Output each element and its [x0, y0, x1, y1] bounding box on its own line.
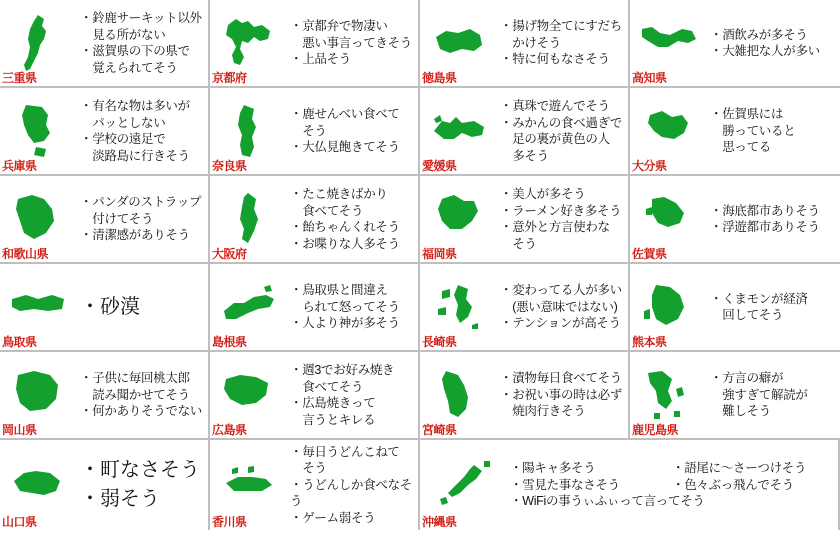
prefecture-cell-fukuoka	[420, 176, 630, 264]
prefecture-name: 愛媛県	[422, 159, 457, 173]
note-line: 勝っていると	[710, 123, 796, 138]
note-line: そう	[290, 123, 327, 138]
note-line: られて怒ってそう	[290, 299, 400, 314]
text-area	[78, 264, 208, 350]
note-line: ・京都弁で物凄い	[290, 19, 388, 34]
oita-map-icon	[638, 101, 700, 163]
note-line: ・パンダのストラップ	[80, 195, 202, 210]
prefecture-name: 鳥取県	[2, 335, 37, 349]
note-line: ・色々ぶっ飛んでそう	[672, 477, 795, 492]
note-line: ・鹿せんべい食べて	[290, 107, 400, 122]
note-line: ・お祝い事の時は必ず	[500, 387, 623, 402]
okinawa-right-col	[672, 460, 834, 493]
prefecture-cell-yamaguchi	[0, 440, 210, 530]
note-line: ・上品そう	[290, 52, 352, 67]
note-line: ・酒飲みが多そう	[710, 27, 808, 42]
note-line: ・清潔感がありそう	[80, 228, 190, 243]
prefecture-cell-nagasaki	[420, 264, 630, 352]
prefecture-cell-kochi	[630, 0, 840, 88]
prefecture-cell-tottori	[0, 264, 210, 352]
note-line: ・飴ちゃんくれそう	[290, 220, 400, 234]
prefecture-name: 和歌山県	[2, 247, 49, 261]
hiroshima-map-icon	[218, 365, 280, 427]
prefecture-name: 岡山県	[2, 423, 37, 437]
prefecture-name: 熊本県	[632, 335, 667, 349]
prefecture-name: 宮崎県	[422, 423, 457, 437]
prefecture-name: 山口県	[2, 515, 37, 529]
note-line: ・揚げ物全てにすだち	[500, 19, 623, 34]
prefecture-cell-kumamoto	[630, 264, 840, 352]
note-line: ・ラーメン好き多そう	[500, 203, 622, 218]
kyoto-map-icon	[218, 13, 280, 75]
prefecture-cell-shimane	[210, 264, 420, 352]
text-area	[288, 440, 418, 530]
note-line: ・テンションが高そう	[500, 316, 621, 331]
note-line: ・特に何もなさそう	[500, 52, 610, 67]
note-line: 淡路島に行きそう	[80, 148, 190, 163]
prefecture-cell-kagawa	[210, 440, 420, 530]
note-line: ・大仏見飽きてそう	[290, 140, 400, 155]
note-line: ・人より神が多そう	[290, 316, 400, 331]
shimane-map-icon	[218, 277, 280, 339]
prefecture-cell-okinawa	[420, 440, 840, 530]
note-line: 食べてそう	[290, 379, 364, 394]
text-area	[288, 176, 418, 262]
prefecture-name: 京都府	[212, 71, 247, 85]
note-line: 見る所がない	[80, 27, 166, 42]
note-line: 覚えられてそう	[80, 60, 178, 75]
prefecture-name: 大分県	[632, 159, 667, 173]
prefecture-cell-osaka	[210, 176, 420, 264]
nagasaki-map-icon	[428, 277, 490, 339]
note-line: 悪い事言ってきそう	[290, 35, 413, 50]
wakayama-map-icon	[8, 189, 70, 251]
tokushima-map-icon	[428, 13, 490, 75]
text-area	[708, 264, 840, 350]
mie-map-icon	[8, 13, 70, 75]
note-line: ・たこ焼きばかり	[290, 187, 388, 201]
text-area	[498, 88, 628, 174]
text-area	[78, 88, 208, 174]
note-line: ・滋賀県の下の県で	[80, 44, 190, 58]
note-line: ・うどんしか食べなそう	[290, 477, 413, 509]
note-line: ・お喋りな人多そう	[290, 236, 400, 251]
kagoshima-map-icon	[638, 365, 700, 427]
note-line: ・鳥取県と間違え	[290, 283, 388, 298]
note-line: ・漬物毎日食べてそう	[500, 371, 623, 386]
note-line: ・有名な物は多いが	[80, 99, 190, 113]
text-area	[78, 0, 208, 86]
note-line: ・鈴鹿サーキット以外	[80, 11, 202, 25]
note-line: ・ゲーム弱そう	[290, 510, 376, 525]
prefecture-cell-mie	[0, 0, 210, 88]
text-area	[78, 440, 208, 530]
text-area	[288, 0, 418, 86]
note-line: ・変わってる人が多い	[500, 283, 622, 298]
prefecture-cell-wakayama	[0, 176, 210, 264]
text-area	[708, 0, 840, 86]
prefecture-cell-nara	[210, 88, 420, 176]
text-area	[708, 176, 840, 262]
note-line: かけそう	[500, 35, 562, 50]
note-line: 回してそう	[710, 308, 784, 322]
prefecture-name: 兵庫県	[2, 159, 37, 173]
ehime-map-icon	[428, 101, 490, 163]
note-line: ・砂漠	[80, 295, 140, 318]
nara-map-icon	[218, 101, 280, 163]
osaka-map-icon	[218, 189, 280, 251]
note-line: ・WiFiの事うぃふぃって言ってそう	[510, 494, 705, 509]
kumamoto-map-icon	[638, 277, 700, 339]
note-line: ・意外と方言使わな	[500, 220, 610, 234]
prefecture-cell-tokushima	[420, 0, 630, 88]
prefecture-cell-miyazaki	[420, 352, 630, 440]
note-line: ・雪見た事なさそう	[510, 477, 620, 492]
note-line: ・大雑把な人が多い	[710, 44, 820, 58]
prefecture-name: 広島県	[212, 423, 247, 437]
text-area	[498, 176, 628, 262]
prefecture-name: 三重県	[2, 71, 37, 85]
note-line: ・みかんの食べ過ぎで	[500, 115, 623, 130]
text-area	[288, 88, 418, 174]
text-area	[288, 352, 418, 438]
note-line: そう	[500, 236, 537, 251]
note-line: 焼肉行きそう	[500, 404, 586, 419]
yamaguchi-map-icon	[8, 455, 70, 517]
prefecture-cell-oita	[630, 88, 840, 176]
prefecture-cell-hiroshima	[210, 352, 420, 440]
note-line: 食べてそう	[290, 203, 364, 218]
note-line: ・佐賀県には	[710, 107, 784, 122]
prefecture-name: 奈良県	[212, 159, 247, 173]
text-area	[498, 264, 628, 350]
note-line: 強すぎて解読が	[710, 387, 808, 402]
prefecture-cell-kyoto	[210, 0, 420, 88]
text-area	[708, 352, 840, 438]
note-line: 多そう	[500, 148, 549, 163]
prefecture-name: 佐賀県	[632, 247, 667, 261]
note-line: ・何かありそうでない	[80, 404, 203, 419]
note-line: ・美人が多そう	[500, 187, 586, 201]
note-line: 足の裏が黄色の人	[500, 132, 610, 146]
kagawa-map-icon	[218, 455, 280, 517]
text-area	[78, 176, 208, 262]
note-line: 言うとキレる	[290, 412, 376, 427]
text-area	[708, 88, 840, 174]
note-line: ・海底都市ありそう	[710, 203, 820, 218]
hyogo-map-icon	[8, 101, 70, 163]
prefecture-name: 長崎県	[422, 335, 457, 349]
note-line: 思ってる	[710, 140, 772, 155]
prefecture-name: 福岡県	[422, 247, 457, 261]
text-area	[506, 440, 838, 530]
prefecture-name: 高知県	[632, 71, 667, 85]
saga-map-icon	[638, 189, 700, 251]
note-line: ・浮遊都市ありそう	[710, 220, 820, 234]
prefecture-name: 徳島県	[422, 71, 457, 85]
note-line: ・くまモンが経済	[710, 291, 808, 306]
note-line: ・町なさそう	[80, 459, 200, 481]
note-line: 付けてそう	[80, 211, 154, 226]
text-area	[78, 352, 208, 438]
prefecture-name: 香川県	[212, 515, 247, 529]
miyazaki-map-icon	[428, 365, 490, 427]
note-line: ・真珠で遊んでそう	[500, 99, 610, 113]
kochi-map-icon	[638, 13, 700, 75]
note-line: ・子供に毎回桃太郎	[80, 371, 190, 386]
text-area	[498, 352, 628, 438]
okinawa-map-icon	[430, 455, 496, 517]
note-line: (悪い意味ではない)	[500, 299, 618, 314]
note-line: ・広島焼きって	[290, 396, 376, 410]
prefecture-name: 島根県	[212, 335, 247, 349]
note-line: ・方言の癖が	[710, 371, 784, 386]
note-line: 難しそう	[710, 404, 772, 419]
note-line: そう	[290, 461, 327, 476]
prefecture-cell-kagoshima	[630, 352, 840, 440]
prefecture-cell-okayama	[0, 352, 210, 440]
okayama-map-icon	[8, 365, 70, 427]
prefecture-cell-hyogo	[0, 88, 210, 176]
prefecture-name: 大阪府	[212, 247, 247, 261]
text-area	[498, 0, 628, 86]
note-line: ・語尾に～さーつけそう	[672, 461, 807, 476]
prefecture-cell-saga	[630, 176, 840, 264]
note-line: パッとしない	[80, 115, 166, 130]
okinawa-top-row	[510, 460, 834, 493]
okinawa-left-col	[510, 460, 672, 493]
note-line: ・弱そう	[80, 488, 160, 510]
note-line: ・週3でお好み焼き	[290, 363, 395, 377]
tottori-map-icon	[8, 277, 70, 339]
prefecture-cell-ehime	[420, 88, 630, 176]
note-line: ・学校の遠足で	[80, 132, 166, 146]
note-line: ・陽キャ多そう	[510, 461, 596, 476]
fukuoka-map-icon	[428, 189, 490, 251]
prefecture-name: 鹿児島県	[632, 423, 679, 437]
note-line: 読み聞かせてそう	[80, 387, 190, 402]
prefecture-name: 沖縄県	[422, 515, 457, 529]
text-area	[288, 264, 418, 350]
note-line: ・毎日うどんこねて	[290, 444, 400, 459]
